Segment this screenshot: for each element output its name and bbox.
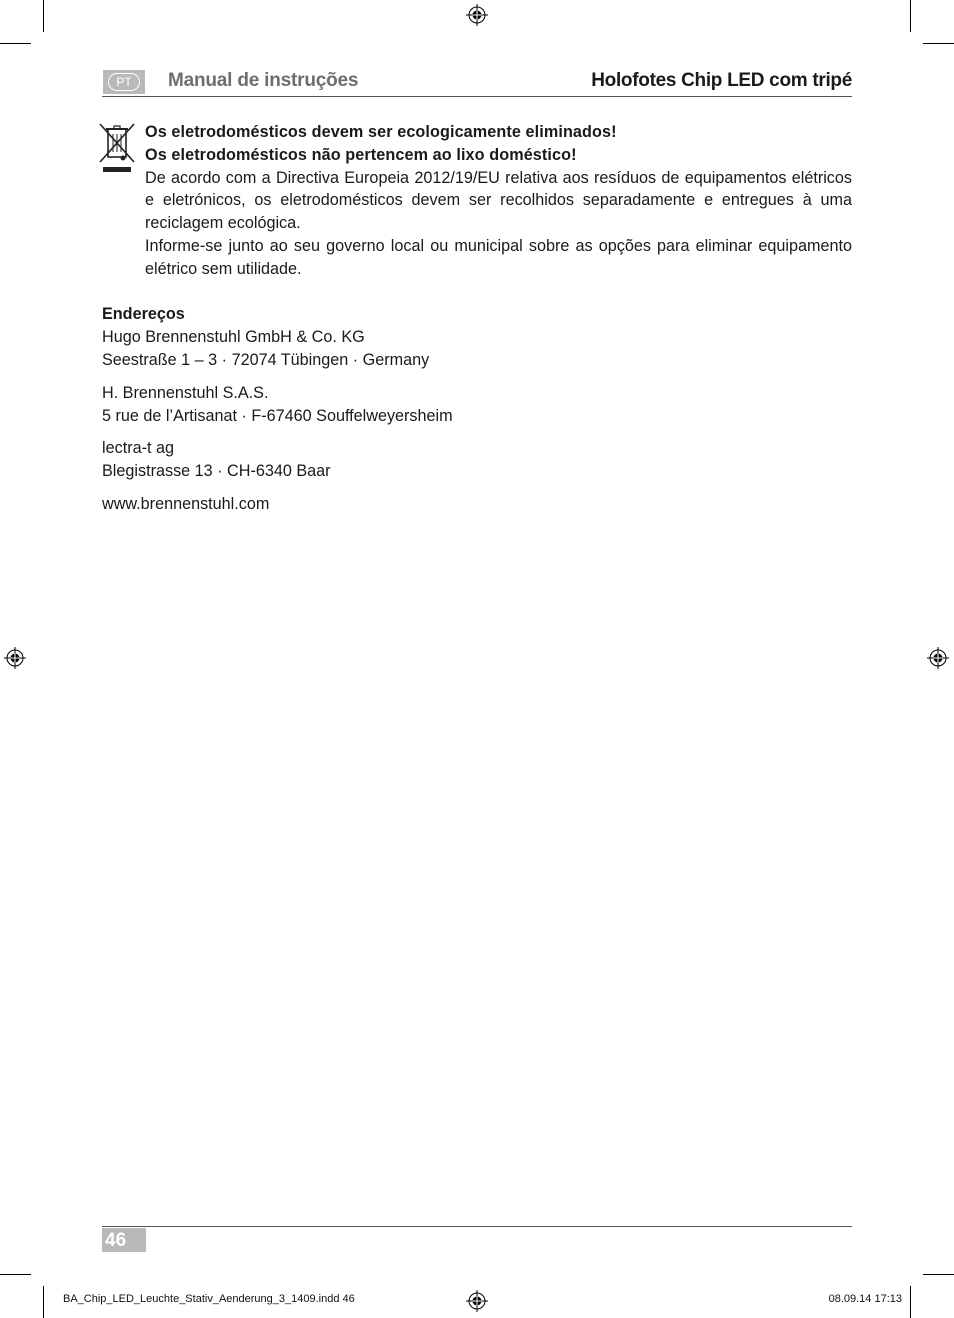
disposal-heading-1: Os eletrodomésticos devem ser ecologicamente eliminados! — [145, 123, 617, 141]
disposal-notice — [145, 121, 852, 281]
address-line: Seestraße 1 – 3 · 72074 Tübingen · Germany — [102, 350, 430, 369]
crop-mark — [923, 1274, 954, 1275]
address-entry — [102, 437, 602, 483]
footer-rule — [102, 1226, 852, 1227]
address-line: Blegistrasse 13 · CH-6340 Baar — [102, 461, 331, 480]
crossed-out-wheelie-bin-icon — [97, 121, 137, 173]
address-line: lectra-t ag — [102, 439, 174, 457]
website-link[interactable]: www.brennenstuhl.com — [102, 495, 270, 513]
registration-mark-icon — [927, 647, 949, 669]
crop-mark — [43, 1286, 44, 1318]
address-entry — [102, 382, 602, 428]
crop-mark — [0, 1274, 31, 1275]
address-line: 5 rue de l’Artisanat · F-67460 Souffelweyersheim — [102, 406, 453, 425]
language-badge — [103, 70, 145, 94]
crop-mark — [923, 43, 954, 44]
crop-mark — [910, 1286, 911, 1318]
crop-mark — [0, 43, 31, 44]
language-badge-label: PT — [108, 73, 140, 91]
disposal-paragraph-2: Informe-se junto ao seu governo local ou municipal sobre as opções para eliminar equipamento elétrico sem utilidade. — [145, 236, 852, 278]
crop-mark — [910, 0, 911, 32]
slug-date: 08.09.14 17:13 — [828, 1293, 902, 1305]
crop-mark — [43, 0, 44, 32]
header-title-right: Holofotes Chip LED com tripé — [591, 70, 852, 91]
header-rule — [102, 96, 852, 97]
page-number: 46 — [102, 1228, 146, 1252]
registration-mark-icon — [466, 1290, 488, 1312]
registration-mark-icon — [4, 647, 26, 669]
disposal-heading-2: Os eletrodomésticos não pertencem ao lixo doméstico! — [145, 145, 577, 164]
disposal-paragraph-1: De acordo com a Directiva Europeia 2012/19/EU relativa aos resíduos de equipamentos elétricos e eletrónicos, os eletrodomésticos devem ser recolhidos separadamente e entregues à uma reciclagem ecológica. — [145, 168, 852, 233]
address-line: Hugo Brennenstuhl GmbH & Co. KG — [102, 327, 365, 346]
addresses-heading: Endereços — [102, 305, 185, 323]
address-line: H. Brennenstuhl S.A.S. — [102, 384, 269, 402]
slug-filename: BA_Chip_LED_Leuchte_Stativ_Aenderung_3_1409.indd 46 — [63, 1293, 355, 1305]
header-title-left: Manual de instruções — [168, 70, 359, 91]
addresses-block — [102, 303, 602, 371]
registration-mark-icon — [466, 4, 488, 26]
